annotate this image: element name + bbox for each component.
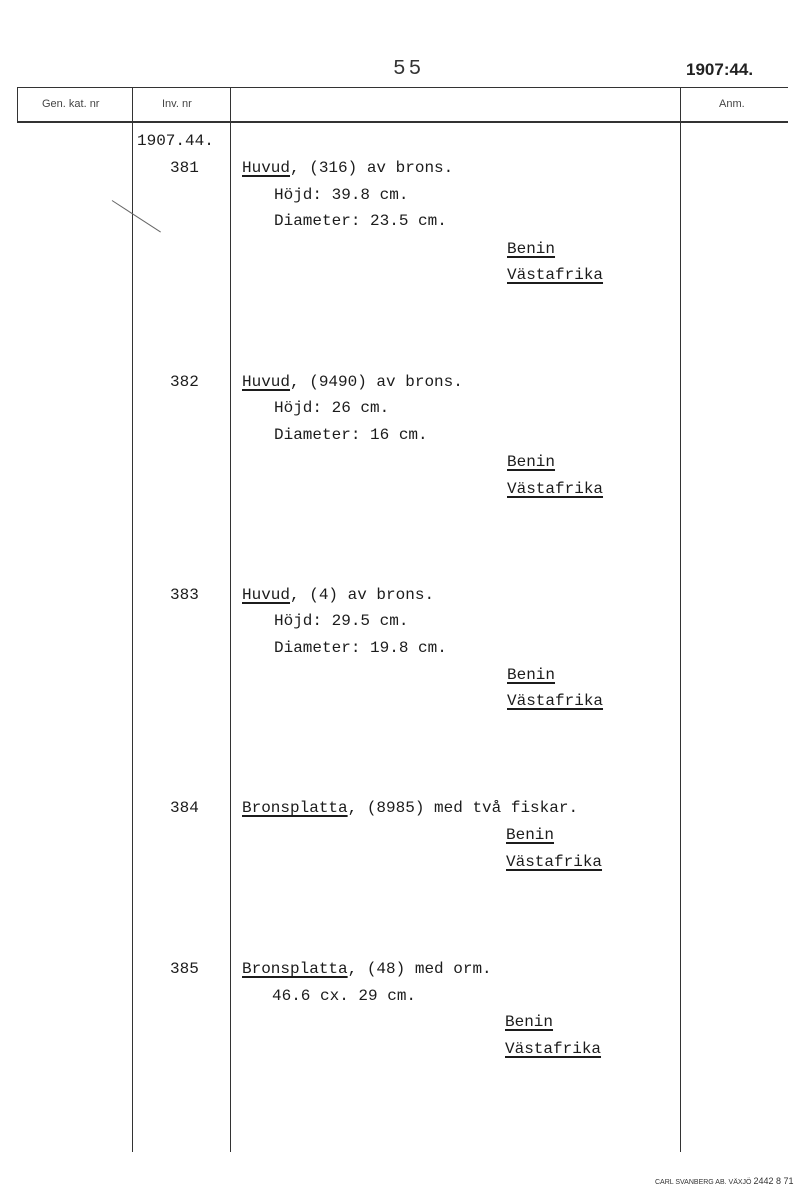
object-title: Bronsplatta	[242, 960, 348, 978]
place-label: Benin	[507, 453, 556, 471]
diameter-line: Diameter: 23.5 cm.	[274, 212, 447, 230]
page-number: 55	[393, 58, 425, 81]
inv-number: 381	[170, 159, 199, 177]
column-rule-gen	[132, 87, 133, 1152]
entry-title-line	[242, 799, 578, 817]
inv-number: 382	[170, 373, 199, 391]
entry-title-line	[242, 586, 434, 604]
place-label: Benin	[507, 240, 556, 258]
diameter-line: Diameter: 16 cm.	[274, 426, 428, 444]
region-label: Västafrika	[506, 853, 603, 871]
column-header-anm: Anm.	[719, 98, 745, 110]
height-line: Höjd: 29.5 cm.	[274, 612, 409, 630]
form-code: 2442 8 71	[753, 1176, 794, 1186]
object-title: Bronsplatta	[242, 799, 348, 817]
object-title: Huvud	[242, 586, 291, 604]
region-label: Västafrika	[507, 266, 604, 284]
inv-number: 385	[170, 960, 199, 978]
entry-title-line	[242, 373, 463, 391]
column-header-inv: Inv. nr	[162, 98, 192, 110]
height-line: Höjd: 39.8 cm.	[274, 186, 409, 204]
object-title: Huvud	[242, 373, 291, 391]
object-desc: , (4) av brons.	[290, 586, 435, 604]
accession-header: 1907:44.	[686, 60, 754, 79]
object-desc: , (48) med orm.	[347, 960, 492, 978]
column-rule-inv	[230, 87, 231, 1152]
inv-number: 383	[170, 586, 199, 604]
region-label: Västafrika	[507, 480, 604, 498]
entry-title-line	[242, 159, 453, 177]
column-rule-left	[17, 87, 18, 122]
object-desc: , (316) av brons.	[290, 159, 454, 177]
height-line: Höjd: 26 cm.	[274, 399, 390, 417]
place-label: Benin	[507, 666, 556, 684]
object-desc: , (9490) av brons.	[290, 373, 463, 391]
region-label: Västafrika	[505, 1040, 602, 1058]
object-title: Huvud	[242, 159, 291, 177]
pencil-tick-mark	[112, 200, 161, 232]
inv-number: 384	[170, 799, 199, 817]
entry-title-line	[242, 960, 492, 978]
diameter-line: Diameter: 19.8 cm.	[274, 639, 447, 657]
place-label: Benin	[505, 1013, 554, 1031]
accession-label: 1907.44.	[137, 132, 214, 150]
region-label: Västafrika	[507, 692, 604, 710]
column-header-gen-kat: Gen. kat. nr	[42, 98, 100, 110]
size-line: 46.6 cx. 29 cm.	[272, 987, 417, 1005]
printer-imprint	[655, 1176, 793, 1186]
place-label: Benin	[506, 826, 555, 844]
printer-name: CARL SVANBERG AB. VÄXJÖ	[655, 1179, 752, 1186]
column-rule-desc	[680, 87, 681, 1152]
object-desc: , (8985) med två fiskar.	[347, 799, 579, 817]
